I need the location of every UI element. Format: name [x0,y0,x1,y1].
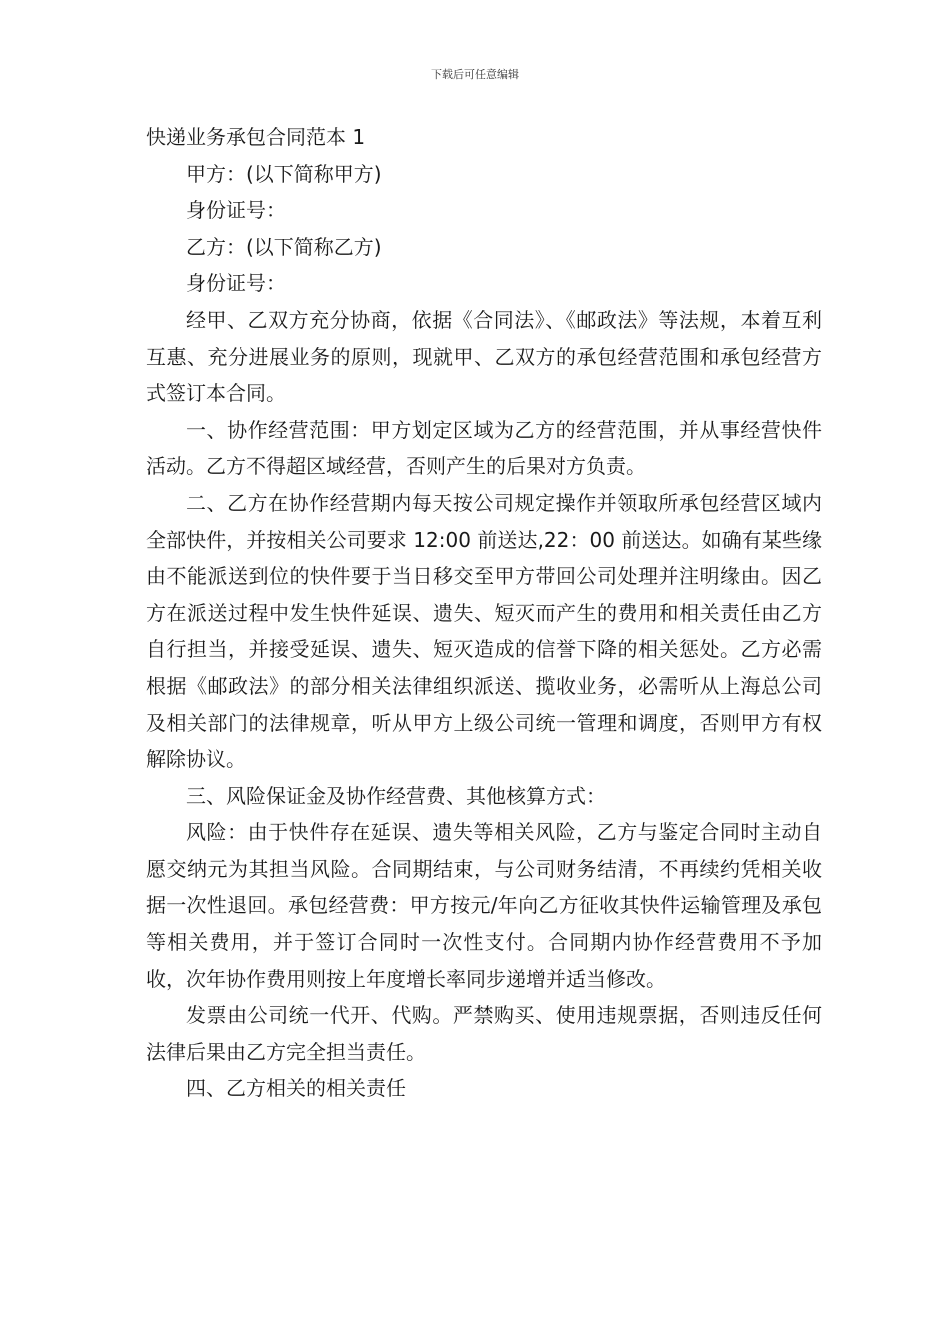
party-a-line: 甲方：(以下简称甲方) [186,161,382,186]
section-4-heading: 四、乙方相关的相关责任 [186,1076,406,1101]
section-1-paragraph: 一、协作经营范围：甲方划定区域为乙方的经营范围，并从事经营快件活动。乙方不得超区域经营，否则产生的后果对方负责。 [146,417,822,479]
section-2-paragraph: 二、乙方在协作经营期内每天按公司规定操作并领取所承包经营区域内全部快件，并按相关公司要求 12:00 前送达,22：00 前送达。如确有某些缘由不能派送到位的快件要于当日移交至甲方带回公司处理并注明缘由。因乙方在派送过程中发生快件延误、遗失、短灭而产生的费用和相关责任由乙方自行担当，并接受延误、遗失、短灭造成的信誉下降的相关惩处。乙方必需根据《邮政法》的部分相关法律组织派送、揽收业务，必需听从上海总公司及相关部门的法律规章，听从甲方上级公司统一管理和调度，否则甲方有权解除协议。 [146,490,822,772]
risk-paragraph: 风险：由于快件存在延误、遗失等相关风险，乙方与鉴定合同时主动自愿交纳元为其担当风险。合同期结束，与公司财务结清，不再续约凭相关收据一次性退回。承包经营费：甲方按元/年向乙方征收其快件运输管理及承包等相关费用，并于签订合同时一次性支付。合同期内协作经营费用不予加收，次年协作费用则按上年度增长率同步递增并适当修改。 [146,820,822,991]
document-title: 快递业务承包合同范本 1 [146,125,366,149]
preamble-paragraph: 经甲、乙双方充分协商，依据《合同法》、《邮政法》等法规，本着互利互惠、充分进展业务的原则，现就甲、乙双方的承包经营范围和承包经营方式签订本合同。 [146,307,822,406]
section-3-heading: 三、风险保证金及协作经营费、其他核算方式： [186,783,606,808]
invoice-paragraph: 发票由公司统一代开、代购。严禁购买、使用违规票据，否则违反任何法律后果由乙方完全担当责任。 [146,1003,822,1064]
party-b-line: 乙方：(以下简称乙方) [186,234,382,259]
party-b-id-line: 身份证号： [186,271,286,296]
header-note: 下载后可任意编辑 [431,68,519,81]
party-a-id-line: 身份证号： [186,198,286,223]
document-body [146,119,822,1107]
